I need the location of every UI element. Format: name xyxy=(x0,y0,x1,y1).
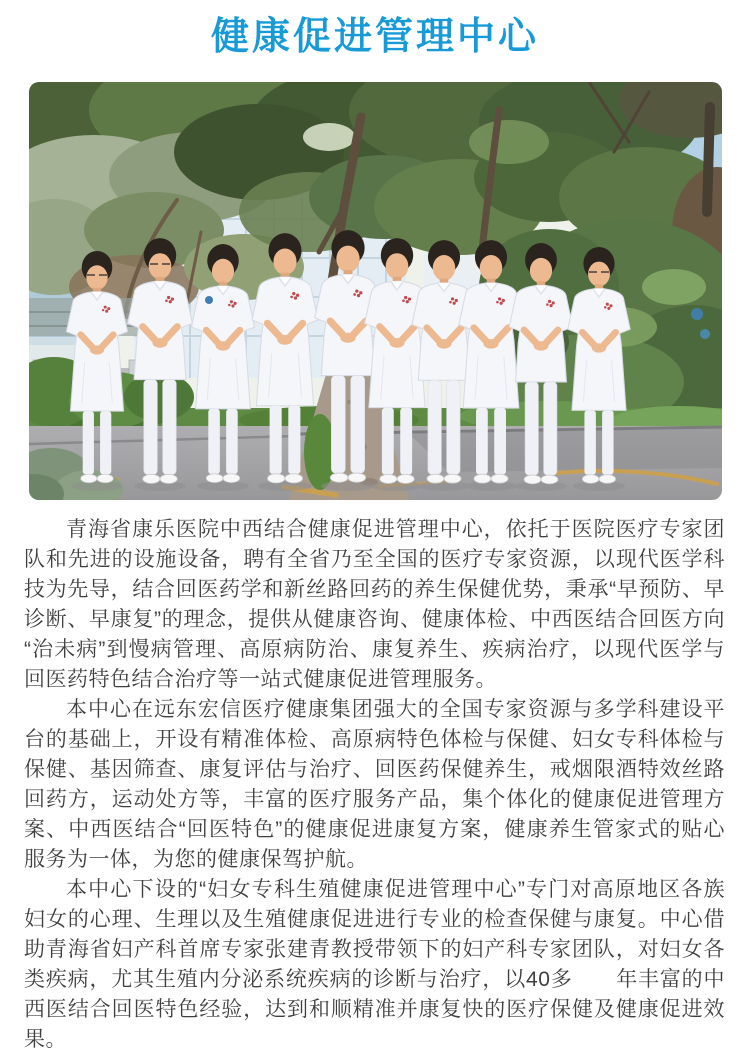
team-photo-illustration xyxy=(29,82,722,500)
article-body xyxy=(24,515,725,1055)
page-title: 健康促进管理中心 xyxy=(210,16,539,58)
paragraph-women-center: 本中心下设的“妇女专科生殖健康促进管理中心”专门对高原地区各族妇女的心理、生理以及生殖健康促进进行专业的检查保健与康复。中心借助青海省妇产科首席专家张建青教授带领下的妇产科专家团队，对妇女各类疾病，尤其生殖内分泌系统疾病的诊断与治疗，以40多 年丰富的中西医结合回医特色经验，达到和顺精准并康复快的医疗保健及健康促进效果。 xyxy=(24,878,725,1051)
paragraph-intro: 青海省康乐医院中西结合健康促进管理中心，依托于医院医疗专家团队和先进的设施设备，聘有全省乃至全国的医疗专家资源，以现代医学科技为先导，结合回医药学和新丝路回药的养生保健优势，秉承“早预防、早诊断、早康复”的理念，提供从健康咨询、健康体检、中西医结合回医方向“治未病”到慢病管理、高原病防治、康复养生、疾病治疗，以现代医学与回医药特色结合治疗等一站式健康促进管理服务。 xyxy=(24,518,725,691)
team-photo xyxy=(29,82,722,500)
paragraph-services: 本中心在远东宏信医疗健康集团强大的全国专家资源与多学科建设平台的基础上，开设有精准体检、高原病特色体检与保健、妇女专科体检与保健、基因筛查、康复评估与治疗、回医药保健养生，戒烟限酒特效丝路回药方，运动处方等，丰富的医疗服务产品，集个体化的健康促进管理方案、中西医结合“回医特色”的健康促进康复方案，健康养生管家式的贴心服务为一体，为您的健康保驾护航。 xyxy=(24,698,725,871)
